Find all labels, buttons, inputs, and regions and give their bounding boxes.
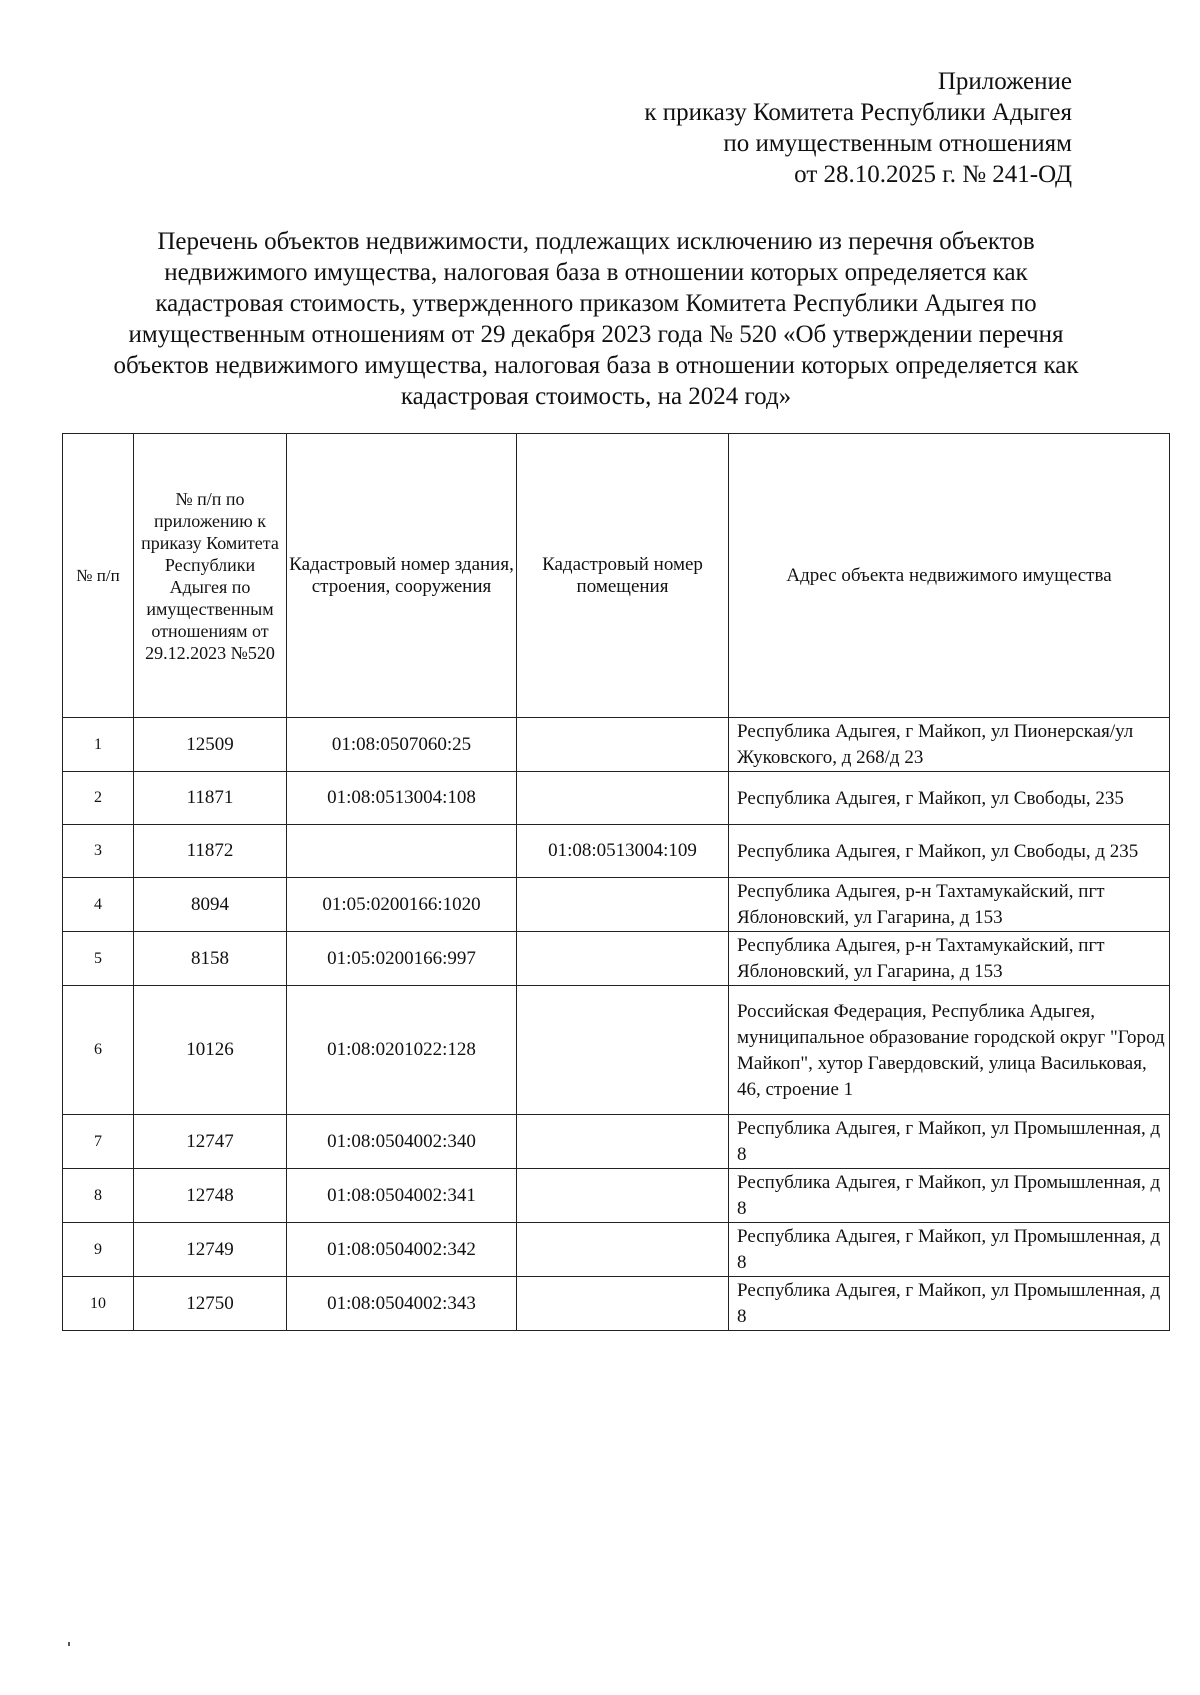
- appendix-number: 10126: [134, 986, 287, 1115]
- appendix-number: 11871: [134, 772, 287, 825]
- appendix-number: 8094: [134, 878, 287, 932]
- table-row: [63, 1223, 1170, 1277]
- building-cadastral-number: [287, 825, 517, 878]
- header-row-number: № п/п: [63, 434, 134, 718]
- appendix-header: [644, 66, 1072, 190]
- table-row: [63, 932, 1170, 986]
- title-line: имущественным отношениям от 29 декабря 2023 года № 520 «Об утверждении перечня: [128, 321, 1064, 348]
- object-address: Республика Адыгея, г Майкоп, ул Промышленная, д 8: [729, 1169, 1170, 1223]
- appendix-number: 12747: [134, 1115, 287, 1169]
- objects-table: [62, 433, 1170, 1331]
- appendix-number: 12509: [134, 718, 287, 772]
- row-number: 10: [63, 1277, 134, 1331]
- table-header-row: [63, 434, 1170, 718]
- object-address: Республика Адыгея, р-н Тахтамукайский, пгт Яблоновский, ул Гагарина, д 153: [729, 932, 1170, 986]
- order-date-number: от 28.10.2025 г. № 241-ОД: [794, 161, 1072, 188]
- document-title: [40, 226, 1152, 412]
- building-cadastral-number: 01:08:0507060:25: [287, 718, 517, 772]
- table-row: [63, 878, 1170, 932]
- room-cadastral-number: [517, 986, 729, 1115]
- object-address: Республика Адыгея, г Майкоп, ул Пионерская/ул Жуковского, д 268/д 23: [729, 718, 1170, 772]
- building-cadastral-number: 01:08:0504002:340: [287, 1115, 517, 1169]
- building-cadastral-number: 01:05:0200166:997: [287, 932, 517, 986]
- row-number: 3: [63, 825, 134, 878]
- building-cadastral-number: 01:08:0504002:343: [287, 1277, 517, 1331]
- room-cadastral-number: [517, 1115, 729, 1169]
- room-cadastral-number: [517, 932, 729, 986]
- row-number: 2: [63, 772, 134, 825]
- object-address: Республика Адыгея, г Майкоп, ул Промышленная, д 8: [729, 1223, 1170, 1277]
- row-number: 4: [63, 878, 134, 932]
- row-number: 9: [63, 1223, 134, 1277]
- appendix-number: 12749: [134, 1223, 287, 1277]
- appendix-number: 12748: [134, 1169, 287, 1223]
- header-building-cadastral: Кадастровый номер здания, строения, сооружения: [287, 434, 517, 718]
- table-row: [63, 718, 1170, 772]
- title-line: Перечень объектов недвижимости, подлежащих исключению из перечня объектов: [157, 228, 1035, 255]
- table-row: [63, 825, 1170, 878]
- appendix-number: 11872: [134, 825, 287, 878]
- object-address: Республика Адыгея, г Майкоп, ул Промышленная, д 8: [729, 1115, 1170, 1169]
- appendix-number: 8158: [134, 932, 287, 986]
- appendix-number: 12750: [134, 1277, 287, 1331]
- building-cadastral-number: 01:08:0201022:128: [287, 986, 517, 1115]
- row-number: 1: [63, 718, 134, 772]
- building-cadastral-number: 01:05:0200166:1020: [287, 878, 517, 932]
- object-address: Республика Адыгея, г Майкоп, ул Свободы, 235: [729, 772, 1170, 825]
- row-number: 7: [63, 1115, 134, 1169]
- building-cadastral-number: 01:08:0513004:108: [287, 772, 517, 825]
- room-cadastral-number: [517, 772, 729, 825]
- object-address: Республика Адыгея, г Майкоп, ул Свободы, д 235: [729, 825, 1170, 878]
- building-cadastral-number: 01:08:0504002:342: [287, 1223, 517, 1277]
- header-room-cadastral: Кадастровый номер помещения: [517, 434, 729, 718]
- object-address: Республика Адыгея, г Майкоп, ул Промышленная, д 8: [729, 1277, 1170, 1331]
- room-cadastral-number: [517, 718, 729, 772]
- header-appendix-number: № п/п по приложению к приказу Комитета Республики Адыгея по имущественным отношениям от 29.12.2023 №520: [134, 434, 287, 718]
- object-address: Республика Адыгея, р-н Тахтамукайский, пгт Яблоновский, ул Гагарина, д 153: [729, 878, 1170, 932]
- title-line: недвижимого имущества, налоговая база в отношении которых определяется как: [164, 259, 1028, 286]
- table-row: [63, 772, 1170, 825]
- order-reference: к приказу Комитета Республики Адыгея: [644, 99, 1072, 126]
- title-line: кадастровая стоимость, на 2024 год»: [400, 383, 792, 410]
- appendix-label: Приложение: [937, 68, 1072, 95]
- building-cadastral-number: 01:08:0504002:341: [287, 1169, 517, 1223]
- row-number: 5: [63, 932, 134, 986]
- room-cadastral-number: [517, 1169, 729, 1223]
- room-cadastral-number: 01:08:0513004:109: [517, 825, 729, 878]
- table-row: [63, 1277, 1170, 1331]
- committee-name: по имущественным отношениям: [723, 130, 1072, 157]
- table-row: [63, 1115, 1170, 1169]
- row-number: 8: [63, 1169, 134, 1223]
- table-row: [63, 986, 1170, 1115]
- scan-speck: [68, 1642, 70, 1646]
- title-line: объектов недвижимого имущества, налоговая база в отношении которых определяется как: [113, 352, 1079, 379]
- room-cadastral-number: [517, 1277, 729, 1331]
- room-cadastral-number: [517, 1223, 729, 1277]
- room-cadastral-number: [517, 878, 729, 932]
- header-address: Адрес объекта недвижимого имущества: [729, 434, 1170, 718]
- row-number: 6: [63, 986, 134, 1115]
- table-row: [63, 1169, 1170, 1223]
- object-address: Российская Федерация, Республика Адыгея, муниципальное образование городской округ "Город Майкоп", хутор Гавердовский, улица Васильковая, 46, строение 1: [729, 986, 1170, 1115]
- title-line: кадастровая стоимость, утвержденного приказом Комитета Республики Адыгея по: [155, 290, 1037, 317]
